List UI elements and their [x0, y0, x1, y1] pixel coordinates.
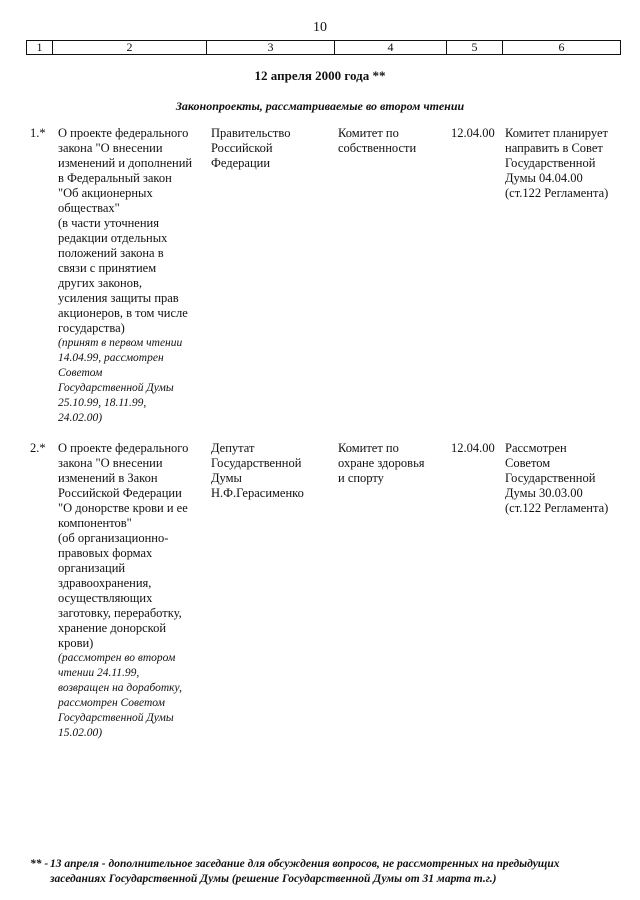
bill-date: 12.04.00 — [451, 441, 495, 455]
entry-number: 2.* — [30, 441, 46, 455]
column-number-cell: 6 — [503, 41, 621, 55]
bill-title-cell — [58, 441, 206, 741]
bill-author: Правительство Российской Федерации — [211, 126, 291, 170]
footnote — [30, 857, 630, 887]
footnote-mark: ** - — [30, 858, 49, 870]
section-title: Законопроекты, рассматриваемые во втором чтении — [175, 99, 465, 113]
bill-committee: Комитет по охране здоровья и спорту — [338, 441, 425, 485]
bill-title: О проекте федерального закона "О внесении изменений в Закон Российской Федерации "О донорстве крови и ее компонентов" (об организационно- правовых формах организаций здравоохранения, осуществляющих заготовку, переработку, хранение донорской крови) — [58, 441, 189, 650]
bill-committee: Комитет по собственности — [338, 126, 417, 155]
date-heading: 12 апреля 2000 года ** — [254, 68, 386, 83]
column-number-header — [26, 40, 621, 55]
bill-note: (принят в первом чтении 14.04.99, рассмотрен Советом Государственной Думы 25.10.99, 18.11.99, 24.02.00) — [58, 337, 183, 424]
bill-title: О проекте федерального закона "О внесении изменений и дополнений в Федеральный закон "Об акционерных обществах" (в части уточнения редакции отдельных положений закона в связи с принятием других законов, усиления защиты прав акционеров, в том числе государства) — [58, 126, 193, 335]
bill-date: 12.04.00 — [451, 126, 495, 140]
column-number-cell: 2 — [53, 41, 207, 55]
bill-note: (рассмотрен во втором чтении 24.11.99, возвращен на доработку, рассмотрен Советом Государственной Думы 15.02.00) — [58, 652, 182, 739]
bill-author: Депутат Государственной Думы Н.Ф.Герасименко — [211, 441, 304, 500]
entry-number: 1.* — [30, 126, 46, 140]
column-number-cell: 4 — [335, 41, 447, 55]
bill-title-cell — [58, 126, 206, 426]
footnote-text: 13 апреля - дополнительное заседание для обсуждения вопросов, не рассмотренных на предыдущих заседаниях Государственной Думы (решение Государственной Думы от 31 марта т.г.) — [50, 858, 560, 885]
page-number: 10 — [313, 20, 327, 35]
column-number-cell: 3 — [207, 41, 335, 55]
column-number-cell: 1 — [27, 41, 53, 55]
bill-status: Рассмотрен Советом Государственной Думы 30.03.00 (ст.122 Регламента) — [505, 441, 609, 515]
bill-status: Комитет планирует направить в Совет Государственной Думы 04.04.00 (ст.122 Регламента) — [505, 126, 609, 200]
column-number-cell: 5 — [447, 41, 503, 55]
